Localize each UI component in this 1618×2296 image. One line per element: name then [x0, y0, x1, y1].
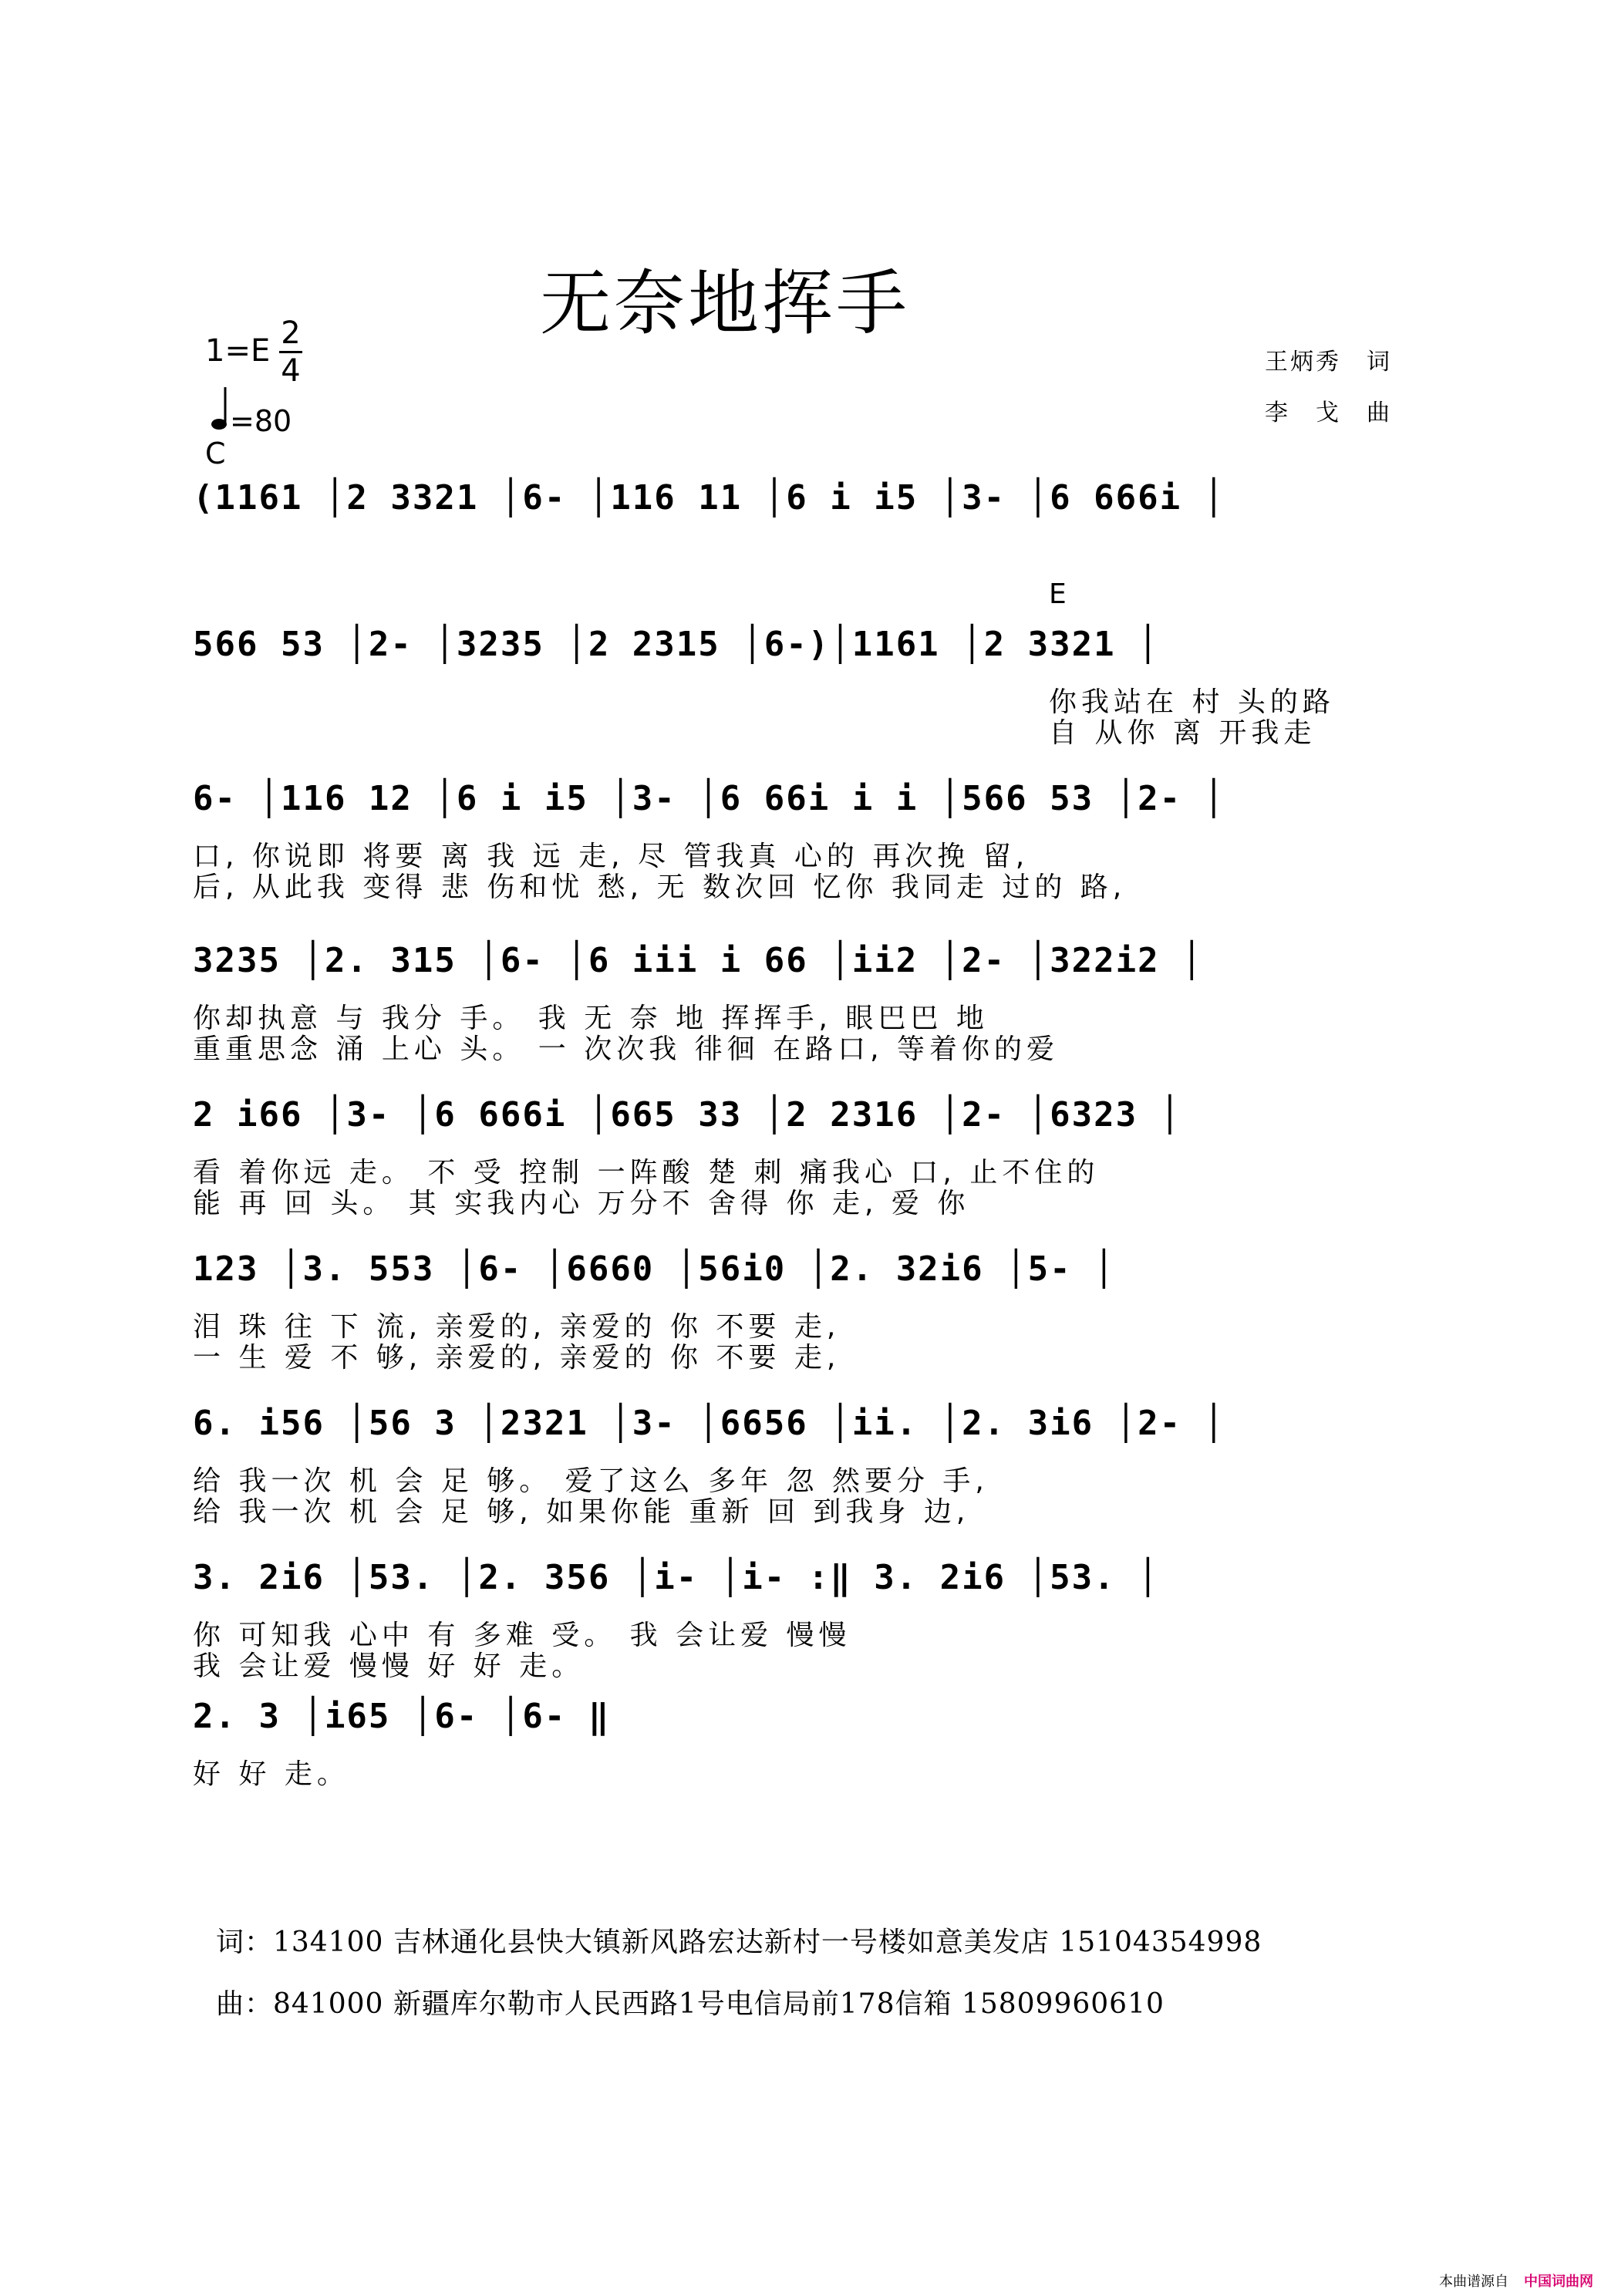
lyrics-verse-1: 看 着你远 走。 不 受 控制 一阵酸 楚 刺 痛我心 口, 止不住的 — [193, 1157, 1100, 1188]
composer-credit: 李 戈 曲 — [1265, 400, 1392, 426]
lyrics-verse-1: 口, 你说即 将要 离 我 远 走, 尽 管我真 心的 再次挽 留, — [193, 841, 1030, 872]
watermark-source: 本曲谱源自 — [1439, 2274, 1508, 2290]
lyricist-credit: 王炳秀 词 — [1265, 349, 1392, 376]
score-system — [193, 1249, 1525, 1411]
notation-line: 6- │116 12 │6 i i5 │3- │6 66i i i │566 53 │2- │ — [193, 779, 1226, 818]
notation-line: 6. i56 │56 3 │2321 │3- │6656 │ii. │2. 3i6 │2- │ — [193, 1404, 1226, 1443]
chord-marker-e: E — [1049, 578, 1067, 610]
chord-marker-c: C — [205, 437, 226, 470]
lyrics-verse-2: 给 我一次 机 会 足 够, 如果你能 重新 回 到我身 边, — [193, 1496, 970, 1528]
lyrics-verse-2: 后, 从此我 变得 悲 伤和忧 愁, 无 数次回 忆你 我同走 过的 路, — [193, 872, 1127, 903]
score-system — [193, 1404, 1525, 1566]
lyrics-verse-2: 能 再 回 头。 其 实我内心 万分不 舍得 你 走, 爱 你 — [193, 1188, 970, 1219]
notation-line: 2 i66 │3- │6 666i │665 33 │2 2316 │2- │6323 │ — [193, 1095, 1182, 1135]
score-system — [193, 1697, 1525, 1859]
lyrics-verse-1: 好 好 走。 — [193, 1758, 349, 1790]
composer-address: 曲：841000 新疆库尔勒市人民西路1号电信局前178信箱 15809960610 — [216, 1988, 1165, 2020]
quarter-note-icon — [210, 386, 230, 432]
lyrics-verse-1: 给 我一次 机 会 足 够。 爱了这么 多年 忽 然要分 手, — [193, 1465, 989, 1497]
notation-line: (1161 │2 3321 │6- │116 11 │6 i i5 │3- │6 666i │ — [193, 478, 1226, 518]
score-system — [193, 941, 1525, 1103]
time-signature-top: 2 — [281, 315, 301, 351]
notation-line: 566 53 │2- │3235 │2 2315 │6-)│1161 │2 3321 │ — [193, 625, 1160, 664]
score-system — [193, 1095, 1525, 1257]
score-system — [193, 779, 1525, 941]
notation-line: 2. 3 │i65 │6- │6- ‖ — [193, 1697, 611, 1736]
lyrics-verse-2: 自 从你 离 开我走 — [1049, 717, 1316, 749]
watermark-site: 中国词曲网 — [1524, 2274, 1593, 2290]
score-system — [193, 478, 1525, 640]
tempo-marking: =80 — [230, 404, 292, 438]
notation-line: 3. 2i6 │53. │2. 356 │i- │i- :‖ 3. 2i6 │53. │ — [193, 1558, 1160, 1597]
song-title: 无奈地挥手 — [540, 262, 911, 345]
lyrics-verse-1: 你我站在 村 头的路 — [1049, 686, 1335, 718]
lyrics-verse-1: 你 可知我 心中 有 多难 受。 我 会让爱 慢慢 — [193, 1620, 851, 1651]
time-signature — [279, 316, 302, 388]
score-system — [193, 578, 1525, 787]
lyrics-verse-1: 你却执意 与 我分 手。 我 无 奈 地 挥挥手, 眼巴巴 地 — [193, 1003, 989, 1034]
lyricist-address: 词：134100 吉林通化县快大镇新风路宏达新村一号楼如意美发店 15104354998 — [216, 1927, 1262, 1958]
lyrics-verse-1: 泪 珠 往 下 流, 亲爱的, 亲爱的 你 不要 走, — [193, 1311, 841, 1343]
time-signature-bottom: 4 — [281, 353, 301, 389]
lyrics-verse-2: 一 生 爱 不 够, 亲爱的, 亲爱的 你 不要 走, — [193, 1342, 841, 1374]
score-system — [193, 1558, 1525, 1720]
notation-line: 123 │3. 553 │6- │6660 │56i0 │2. 32i6 │5- │ — [193, 1249, 1116, 1289]
lyrics-verse-2: 重重思念 涌 上心 头。 一 次次我 徘徊 在路口, 等着你的爱 — [193, 1033, 1059, 1065]
key-signature: 1=E — [205, 333, 271, 369]
notation-line: 3235 │2. 315 │6- │6 iii i 66 │ii2 │2- │322i2 │ — [193, 941, 1204, 980]
lyrics-verse-2: 我 会让爱 慢慢 好 好 走。 — [193, 1650, 585, 1682]
